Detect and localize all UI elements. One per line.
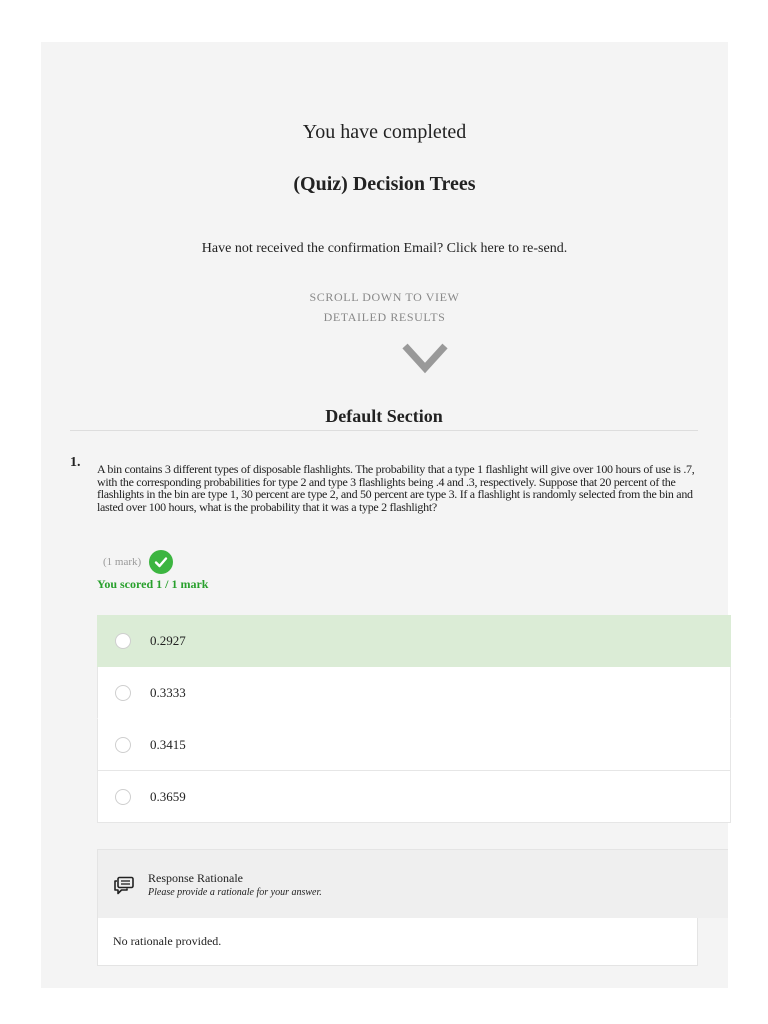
answer-option-2[interactable] — [97, 667, 731, 719]
option-label: 0.2927 — [150, 633, 186, 648]
response-rationale — [97, 849, 728, 966]
option-label: 0.3415 — [150, 736, 186, 752]
question-number: 1. — [70, 455, 81, 470]
answer-option-3[interactable] — [97, 719, 731, 771]
quiz-title: (Quiz) Decision Trees — [293, 173, 476, 195]
answer-option-4[interactable] — [97, 771, 731, 823]
mark-row — [103, 549, 173, 575]
option-label: 0.3659 — [150, 788, 186, 804]
rationale-subtitle: Please provide a rationale for your answer. — [148, 886, 322, 898]
chat-bubbles-icon — [113, 876, 135, 896]
question-text: A bin contains 3 different types of disposable flashlights. The probability that a type 1 flashlight will give over 100 hours of use is .7, with the corresponding probabilities for type 2 and type 3 flashlights being .4 and .3, respectively. Suppose that 20 percent of the flashlights in the bin are type 1, 30 percent are type 2, and 50 percent are type 3. If a flashlight is randomly selected from the bin and lasted over 100 hours, what is the probability that it was a type 2 flashlight? — [97, 462, 695, 514]
correct-check-icon — [149, 550, 173, 574]
scroll-hint-line1: SCROLL DOWN TO VIEW — [309, 290, 460, 304]
rationale-header — [97, 849, 728, 918]
section-title: Default Section — [325, 406, 443, 426]
resend-email-link[interactable]: Have not received the confirmation Email? Click here to re-send. — [201, 241, 568, 256]
rationale-body: No rationale provided. — [97, 918, 698, 966]
option-label: 0.3333 — [150, 684, 186, 700]
completed-heading: You have completed — [302, 121, 467, 143]
answer-option-1[interactable] — [97, 615, 731, 667]
radio-button[interactable] — [115, 685, 131, 701]
chevron-down-icon[interactable] — [401, 340, 449, 378]
results-card — [41, 42, 728, 988]
rationale-title: Response Rationale — [148, 870, 243, 885]
scroll-hint — [41, 287, 728, 327]
section-divider — [70, 430, 698, 431]
answer-options — [97, 615, 731, 823]
radio-button[interactable] — [115, 789, 131, 805]
rationale-text — [148, 871, 322, 898]
radio-button[interactable] — [115, 737, 131, 753]
scroll-hint-line2: DETAILED RESULTS — [323, 310, 446, 324]
radio-button[interactable] — [115, 633, 131, 649]
question-marks: (1 mark) — [103, 556, 142, 568]
score-text: You scored 1 / 1 mark — [97, 577, 209, 591]
